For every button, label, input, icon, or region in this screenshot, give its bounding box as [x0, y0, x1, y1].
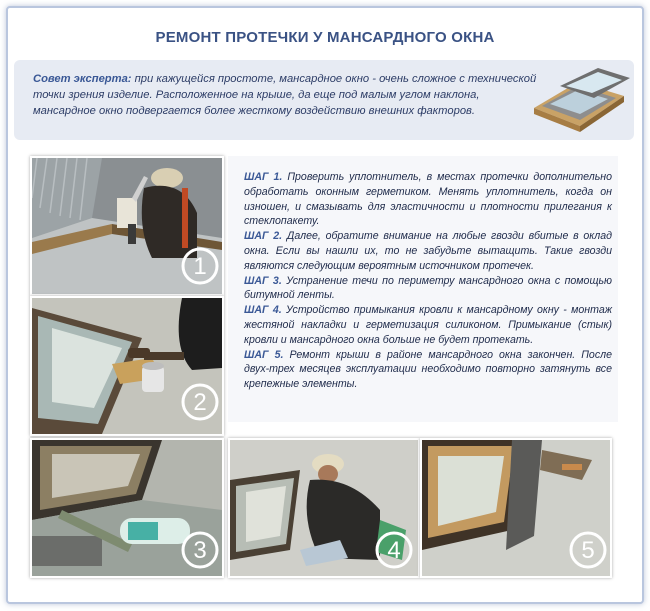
step-number-4	[374, 530, 414, 570]
step-number-3	[180, 530, 220, 570]
step-4	[244, 303, 612, 347]
step-number-5	[568, 530, 608, 570]
step-label: ШАГ 1.	[244, 171, 283, 183]
steps-list	[244, 170, 612, 392]
step-2	[244, 229, 612, 273]
step-number-text: 5	[581, 537, 595, 564]
page-title: РЕМОНТ ПРОТЕЧКИ У МАНСАРДНОГО ОКНА	[155, 29, 495, 46]
step-number-1	[180, 246, 220, 286]
step-label: ШАГ 4.	[244, 304, 282, 317]
step-number-text: 3	[193, 537, 207, 564]
step-number-text: 4	[387, 537, 401, 564]
step-text: Проверить уплотнитель, в местах протечки дополнительно обработать оконным герметиком. Менять уплотнитель, когда он изношен, и смазывать для эластичности и плотности прилегания к стеклопакету.	[244, 171, 612, 228]
step-label: ШАГ 2.	[244, 230, 283, 243]
expert-tip-text: при кажущейся простоте, мансардное окно - очень сложное с технической точки зрения изделие. Расположенное на крыше, да еще под малым углом наклона, мансардное окно подвергается более жесткому воздействию внешних факторов.	[33, 73, 537, 117]
step-label: ШАГ 3.	[244, 274, 282, 287]
step-number-text: 1	[193, 253, 207, 280]
step-1	[244, 170, 612, 229]
step-label: ШАГ 5.	[244, 348, 284, 361]
step-text: Ремонт крыши в районе мансардного окна закончен. После двух-трех месяцев эксплуатации необходимо повторно затянуть все крепежные элементы.	[244, 348, 612, 391]
step-5	[244, 348, 612, 392]
step-text: Устранение течи по периметру мансардного окна с помощью битумной ленты.	[244, 274, 613, 302]
step-text: Устройство примыкания кровли к мансардному окну - монтаж жестяной накладки и герметизация силиконом. Примыкание (стык) кровли и мансардного окна больше не будет протекать.	[244, 304, 612, 346]
step-text: Далее, обратите внимание на любые гвозди вбитые в оклад окна. Если вы нашли их, то не забудьте вытащить. Такие гвозди являются следующим вероятным источником протечек.	[244, 230, 612, 272]
expert-tip	[33, 71, 543, 119]
expert-tip-label: Совет эксперта:	[33, 73, 132, 85]
step-number-text: 2	[193, 389, 207, 416]
roof-window-icon	[520, 56, 638, 138]
step-number-2	[180, 382, 220, 422]
step-3	[244, 274, 612, 304]
